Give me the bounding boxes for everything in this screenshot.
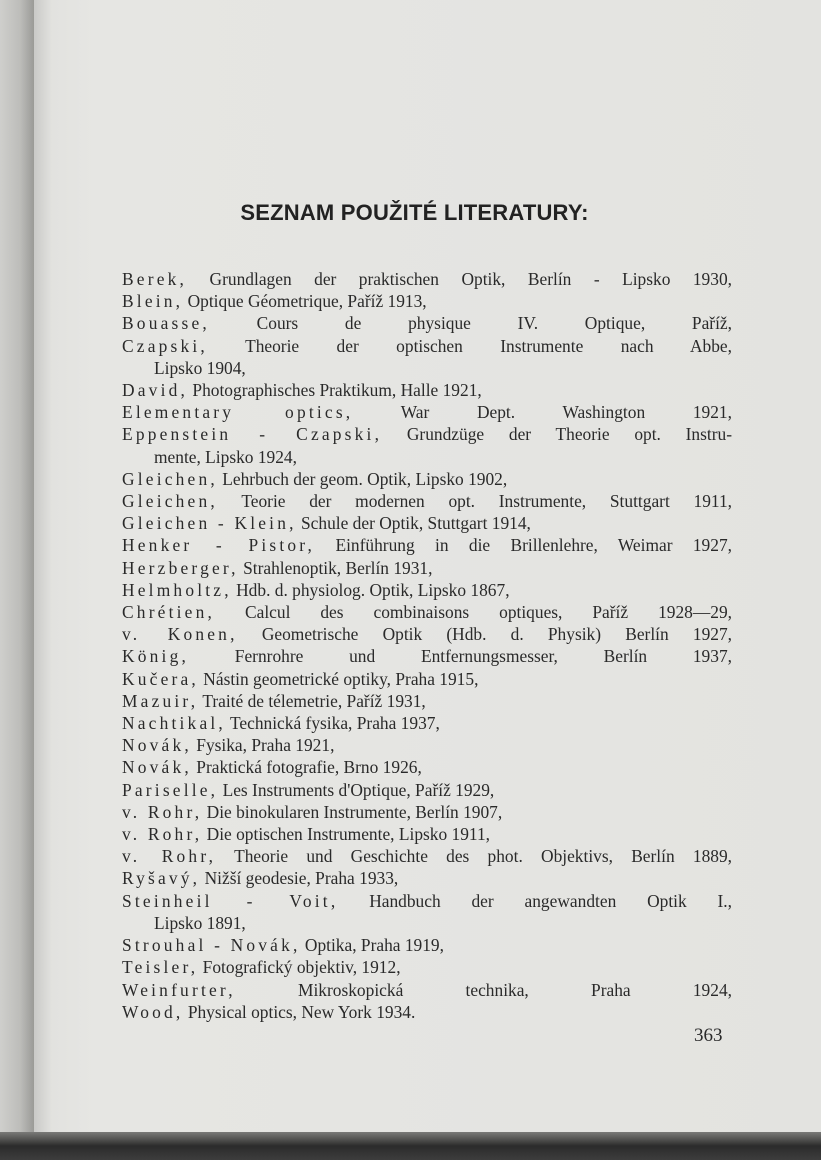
reference-text: Mikroskopická technika, Praha 1924, (235, 979, 732, 1000)
reference-text: Cours de physique IV. Optique, Paříž, (209, 313, 732, 334)
reference-author: Novák, (122, 757, 192, 778)
reference-author: v. Rohr, (122, 824, 203, 845)
reference-author: v. Rohr, (122, 846, 217, 867)
reference-continuation (122, 912, 732, 934)
reference-author: Gleichen, (122, 491, 218, 512)
reference-author: David, (122, 380, 189, 401)
reference-text: Technická fysika, Praha 1937, (225, 713, 440, 734)
reference-list (122, 268, 732, 1023)
reference-entry (122, 379, 732, 401)
reference-text: Hdb. d. physiolog. Optik, Lipsko 1867, (231, 579, 510, 600)
reference-author: v. Konen, (122, 624, 238, 645)
reference-text: Grundlagen der praktischen Optik, Berlín - Lipsko 1930, (187, 269, 732, 289)
reference-text: Lipsko 1891, (154, 912, 246, 933)
reference-entry (122, 290, 732, 312)
reference-text: Theorie und Geschichte des phot. Objektivs, Berlín 1889, (216, 846, 732, 867)
reference-entry (122, 934, 732, 956)
reference-entry (122, 268, 732, 290)
reference-text: Calcul des combinaisons optiques, Paříž 1928—29, (215, 602, 732, 623)
reference-entry (122, 557, 732, 579)
reference-text: War Dept. Washington 1921, (353, 402, 732, 423)
book-binding (0, 0, 34, 1160)
page-number: 363 (694, 1025, 723, 1046)
reference-text: Praktická fotografie, Brno 1926, (191, 757, 422, 778)
reference-author: Herzberger, (122, 557, 239, 578)
reference-author: Czapski, (122, 335, 208, 356)
reference-text: Physical optics, New York 1934. (183, 1001, 416, 1022)
reference-entry (122, 423, 732, 445)
reference-author: Novák, (122, 735, 192, 756)
reference-author: Gleichen - Klein, (122, 513, 297, 534)
reference-continuation (122, 357, 732, 379)
reference-entry (122, 845, 732, 867)
reference-author: Pariselle, (122, 779, 219, 800)
reference-entry (122, 867, 732, 889)
page-title: SEZNAM POUŽITÉ LITERATURY: (240, 200, 589, 225)
reference-entry (122, 579, 732, 601)
reference-text: Optika, Praha 1919, (300, 935, 444, 956)
reference-author: Elementary optics, (122, 402, 354, 423)
reference-text: Schule der Optik, Stuttgart 1914, (296, 513, 531, 534)
reference-author: Mazuir, (122, 690, 199, 711)
reference-author: Helmholtz, (122, 579, 232, 600)
reference-continuation (122, 446, 732, 468)
reference-author: Bouasse, (122, 313, 210, 334)
reference-entry (122, 312, 732, 334)
reference-author: Chrétien, (122, 602, 216, 623)
reference-author: Wood, (122, 1001, 184, 1022)
reference-author: Nachtikal, (122, 713, 226, 734)
reference-entry (122, 956, 732, 978)
reference-text: Photographisches Praktikum, Halle 1921, (188, 380, 482, 401)
reference-entry (122, 734, 732, 756)
reference-author: König, (122, 646, 190, 667)
reference-author: Eppenstein - Czapski, (122, 424, 383, 445)
reference-author: Blein, (122, 291, 184, 312)
reference-author: Strouhal - Novák, (122, 935, 301, 956)
reference-text: Die optischen Instrumente, Lipsko 1911, (202, 824, 490, 845)
reference-text: Lehrbuch der geom. Optik, Lipsko 1902, (217, 468, 508, 489)
reference-author: v. Rohr, (122, 801, 203, 822)
reference-author: Ryšavý, (122, 868, 201, 889)
reference-author: Gleichen, (122, 468, 218, 489)
reference-text: Fysika, Praha 1921, (191, 735, 335, 756)
reference-entry (122, 401, 732, 423)
reference-text: Strahlenoptik, Berlín 1931, (238, 557, 433, 578)
reference-entry (122, 890, 732, 912)
reference-entry (122, 645, 732, 667)
reference-author: Berek, (122, 269, 188, 289)
reference-entry (122, 690, 732, 712)
reference-text: Les Instruments d'Optique, Paříž 1929, (218, 779, 495, 800)
reference-entry (122, 623, 732, 645)
reference-text: Geometrische Optik (Hdb. d. Physik) Berlín 1927, (237, 624, 732, 645)
reference-text: Traité de télemetrie, Paříž 1931, (198, 690, 426, 711)
reference-text: Lipsko 1904, (154, 357, 246, 378)
reference-entry (122, 779, 732, 801)
reference-text: Nástin geometrické optiky, Praha 1915, (198, 668, 479, 689)
reference-entry (122, 801, 732, 823)
reference-text: Handbuch der angewandten Optik I., (338, 890, 732, 911)
reference-entry (122, 668, 732, 690)
reference-text: Fotografický objektiv, 1912, (198, 957, 401, 978)
reference-text: Teorie der modernen opt. Instrumente, Stuttgart 1911, (217, 491, 732, 512)
reference-entry (122, 335, 732, 357)
reference-text: Fernrohre und Entfernungsmesser, Berlín 1937, (189, 646, 732, 667)
reference-entry (122, 468, 732, 490)
reference-text: Einführung in die Brillenlehre, Weimar 1927, (315, 535, 732, 556)
reference-entry (122, 490, 732, 512)
reference-text: Grundzüge der Theorie opt. Instru- (382, 424, 732, 445)
reference-text: Die binokularen Instrumente, Berlín 1907, (202, 801, 503, 822)
reference-entry (122, 756, 732, 778)
reference-author: Kučera, (122, 668, 199, 689)
reference-entry (122, 712, 732, 734)
reference-author: Steinheil - Voit, (122, 890, 339, 911)
reference-text: Nižší geodesie, Praha 1933, (200, 868, 399, 889)
reference-entry (122, 823, 732, 845)
reference-entry (122, 979, 732, 1001)
reference-text: Optique Géometrique, Paříž 1913, (183, 291, 427, 312)
reference-entry (122, 534, 732, 556)
reference-entry (122, 512, 732, 534)
reference-entry (122, 1001, 732, 1023)
reference-author: Henker - Pistor, (122, 535, 316, 556)
reference-text: mente, Lipsko 1924, (154, 446, 297, 467)
reference-entry (122, 601, 732, 623)
reference-text: Theorie der optischen Instrumente nach Abbe, (207, 335, 732, 356)
reference-author: Teisler, (122, 957, 199, 978)
reference-author: Weinfurter, (122, 979, 236, 1000)
page-bottom-edge (0, 1132, 821, 1160)
